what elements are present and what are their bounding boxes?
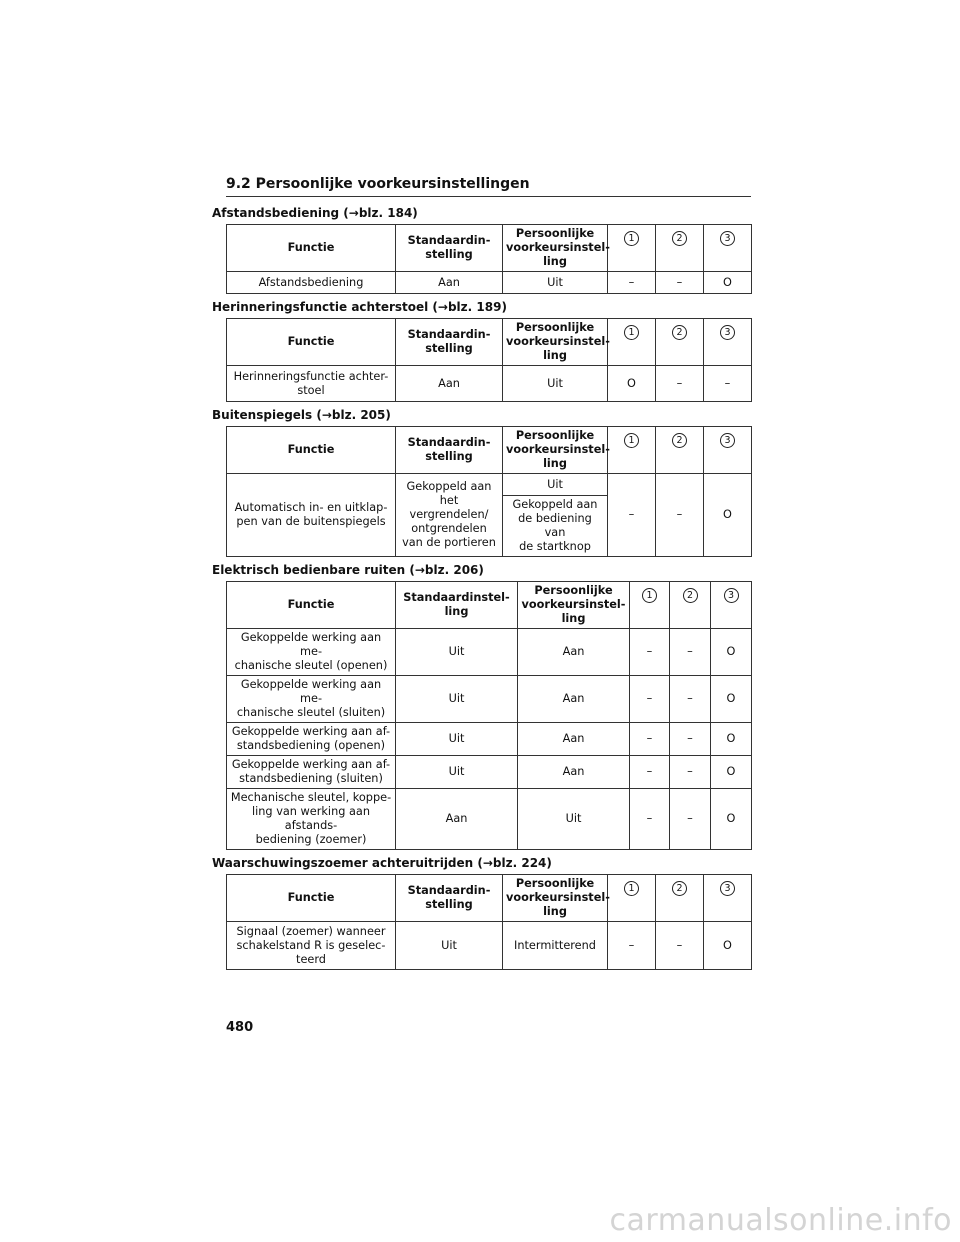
cell-standaard: Uit <box>396 922 503 970</box>
cell-3: O <box>704 272 752 294</box>
cell-1: – <box>608 474 656 557</box>
cell-3: O <box>704 922 752 970</box>
header-num-1 <box>608 427 656 474</box>
table-row <box>227 676 752 723</box>
header-num-1 <box>608 875 656 922</box>
header-functie: Functie <box>227 427 396 474</box>
subtitle-zoemer: Waarschuwingszoemer achteruitrijden (→blz. 224) <box>212 856 552 870</box>
cell-2: – <box>656 366 704 402</box>
cell-3: O <box>711 723 752 756</box>
cell-1: – <box>608 272 656 294</box>
header-standaard: Standaardin- stelling <box>396 875 503 922</box>
table-buitenspiegels <box>226 426 752 557</box>
table-herinneringsfunctie <box>226 318 752 402</box>
header-standaard: Standaardin- stelling <box>396 225 503 272</box>
cell-2: – <box>670 789 711 850</box>
cell-persoonlijk-b: Gekoppeld aan de bediening van de startknop <box>503 496 608 557</box>
cell-2: – <box>656 922 704 970</box>
header-num-2 <box>656 875 704 922</box>
header-num-2 <box>656 319 704 366</box>
table-row <box>227 723 752 756</box>
cell-standaard: Gekoppeld aan het vergrendelen/ ontgrendelen van de portieren <box>396 474 503 557</box>
header-functie: Functie <box>227 319 396 366</box>
header-functie: Functie <box>227 875 396 922</box>
subtitle-herinneringsfunctie: Herinneringsfunctie achterstoel (→blz. 189) <box>212 300 507 314</box>
header-persoonlijk: Persoonlijke voorkeursinstel- ling <box>503 319 608 366</box>
circled-two-icon: 2 <box>672 231 687 246</box>
header-standaard: Standaardin- stelling <box>396 427 503 474</box>
cell-3: O <box>711 629 752 676</box>
cell-standaard: Uit <box>396 756 518 789</box>
cell-3: O <box>711 789 752 850</box>
cell-3: O <box>711 756 752 789</box>
cell-1: – <box>630 756 670 789</box>
header-num-1 <box>630 582 670 629</box>
header-standaard: Standaardinstel- ling <box>396 582 518 629</box>
cell-persoonlijk-a: Uit <box>503 474 608 496</box>
cell-persoonlijk: Intermitterend <box>503 922 608 970</box>
cell-functie: Gekoppelde werking aan me- chanische sleutel (openen) <box>227 629 396 676</box>
page-number: 480 <box>226 1020 254 1035</box>
cell-1: – <box>630 676 670 723</box>
cell-1: – <box>608 922 656 970</box>
circled-two-icon: 2 <box>672 881 687 896</box>
table-header-row <box>227 427 752 474</box>
cell-persoonlijk: Uit <box>518 789 630 850</box>
cell-standaard: Aan <box>396 789 518 850</box>
circled-three-icon: 3 <box>724 588 739 603</box>
circled-one-icon: 1 <box>624 433 639 448</box>
table-ruiten <box>226 581 752 850</box>
cell-standaard: Uit <box>396 676 518 723</box>
circled-one-icon: 1 <box>624 881 639 896</box>
circled-two-icon: 2 <box>672 325 687 340</box>
table-row <box>227 789 752 850</box>
cell-3: – <box>704 366 752 402</box>
cell-functie: Afstandsbediening <box>227 272 396 294</box>
cell-3: O <box>704 474 752 557</box>
cell-standaard: Aan <box>396 366 503 402</box>
header-functie: Functie <box>227 225 396 272</box>
cell-persoonlijk: Aan <box>518 629 630 676</box>
cell-functie: Herinneringsfunctie achter- stoel <box>227 366 396 402</box>
table-zoemer <box>226 874 752 970</box>
cell-functie: Gekoppelde werking aan af- standsbediening (openen) <box>227 723 396 756</box>
table-row <box>227 629 752 676</box>
watermark: carmanualsonline.info <box>609 1203 952 1238</box>
circled-two-icon: 2 <box>672 433 687 448</box>
cell-functie: Gekoppelde werking aan me- chanische sleutel (sluiten) <box>227 676 396 723</box>
circled-three-icon: 3 <box>720 433 735 448</box>
header-num-1 <box>608 225 656 272</box>
table-header-row <box>227 319 752 366</box>
table-row <box>227 272 752 294</box>
table-row <box>227 922 752 970</box>
circled-three-icon: 3 <box>720 881 735 896</box>
header-standaard: Standaardin- stelling <box>396 319 503 366</box>
table-header-row <box>227 582 752 629</box>
circled-one-icon: 1 <box>624 325 639 340</box>
circled-three-icon: 3 <box>720 325 735 340</box>
header-persoonlijk: Persoonlijke voorkeursinstel- ling <box>503 875 608 922</box>
cell-2: – <box>670 629 711 676</box>
cell-standaard: Uit <box>396 723 518 756</box>
cell-persoonlijk: Uit <box>503 272 608 294</box>
cell-3: O <box>711 676 752 723</box>
circled-three-icon: 3 <box>720 231 735 246</box>
page-content <box>212 176 751 970</box>
cell-standaard: Aan <box>396 272 503 294</box>
subtitle-buitenspiegels: Buitenspiegels (→blz. 205) <box>212 408 391 422</box>
header-persoonlijk: Persoonlijke voorkeursinstel- ling <box>503 225 608 272</box>
header-num-3 <box>704 875 752 922</box>
table-row <box>227 756 752 789</box>
section-title: 9.2 Persoonlijke voorkeursinstellingen <box>226 176 751 197</box>
cell-functie: Signaal (zoemer) wanneer schakelstand R is geselec- teerd <box>227 922 396 970</box>
header-num-3 <box>704 427 752 474</box>
header-num-3 <box>704 225 752 272</box>
cell-2: – <box>670 676 711 723</box>
header-num-3 <box>704 319 752 366</box>
cell-persoonlijk: Aan <box>518 756 630 789</box>
header-num-3 <box>711 582 752 629</box>
circled-one-icon: 1 <box>624 231 639 246</box>
header-num-2 <box>670 582 711 629</box>
subtitle-afstandsbediening: Afstandsbediening (→blz. 184) <box>212 206 418 220</box>
cell-functie: Mechanische sleutel, koppe- ling van werking aan afstands- bediening (zoemer) <box>227 789 396 850</box>
table-header-row <box>227 225 752 272</box>
circled-two-icon: 2 <box>683 588 698 603</box>
header-persoonlijk: Persoonlijke voorkeursinstel- ling <box>503 427 608 474</box>
cell-persoonlijk: Uit <box>503 366 608 402</box>
circled-one-icon: 1 <box>642 588 657 603</box>
cell-persoonlijk: Aan <box>518 723 630 756</box>
cell-2: – <box>670 756 711 789</box>
cell-functie: Gekoppelde werking aan af- standsbediening (sluiten) <box>227 756 396 789</box>
table-row <box>227 366 752 402</box>
cell-1: – <box>630 629 670 676</box>
table-row <box>227 474 752 496</box>
header-num-2 <box>656 427 704 474</box>
header-persoonlijk: Persoonlijke voorkeursinstel- ling <box>518 582 630 629</box>
cell-2: – <box>656 272 704 294</box>
cell-2: – <box>656 474 704 557</box>
cell-2: – <box>670 723 711 756</box>
header-num-1 <box>608 319 656 366</box>
cell-functie: Automatisch in- en uitklap- pen van de buitenspiegels <box>227 474 396 557</box>
cell-persoonlijk: Aan <box>518 676 630 723</box>
table-afstandsbediening <box>226 224 752 294</box>
cell-1: – <box>630 789 670 850</box>
subtitle-ruiten: Elektrisch bedienbare ruiten (→blz. 206) <box>212 563 484 577</box>
cell-1: – <box>630 723 670 756</box>
cell-1: O <box>608 366 656 402</box>
header-functie: Functie <box>227 582 396 629</box>
cell-standaard: Uit <box>396 629 518 676</box>
table-header-row <box>227 875 752 922</box>
header-num-2 <box>656 225 704 272</box>
